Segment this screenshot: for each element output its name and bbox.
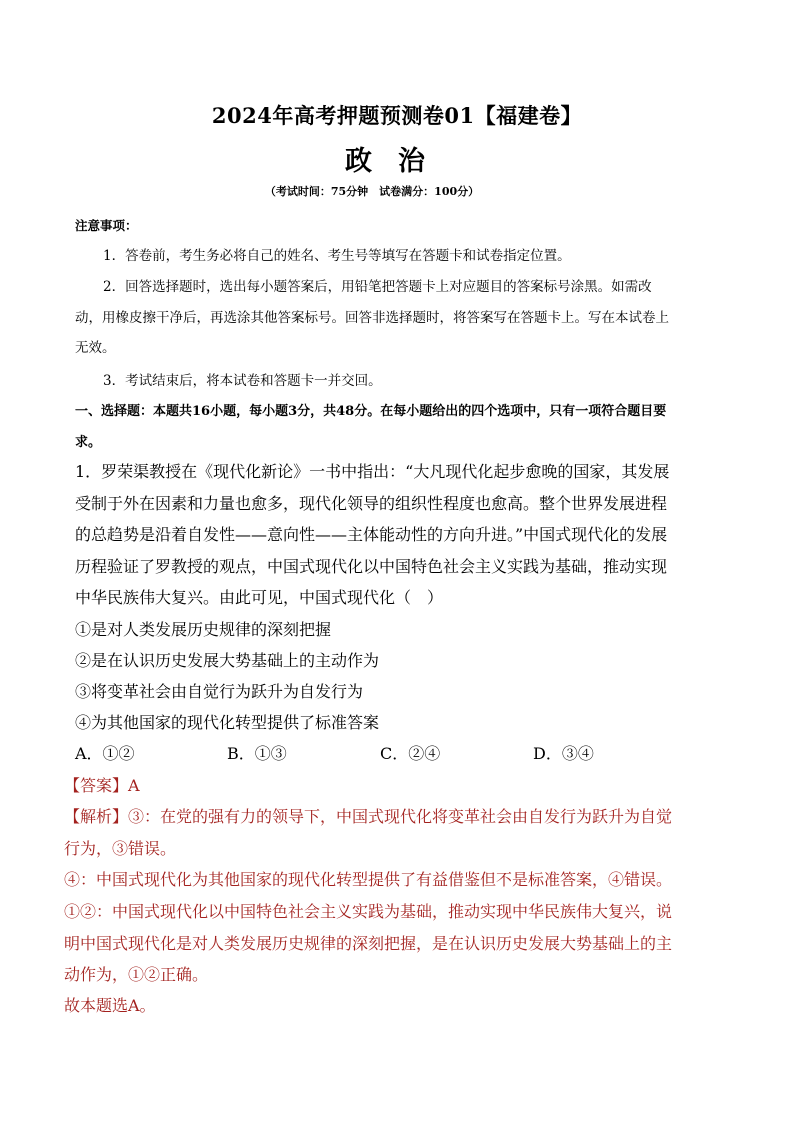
exam-title: 2024年高考押题预测卷01【福建卷】: [211, 103, 583, 128]
analysis-3: ①②：中国式现代化以中国特色社会主义实践为基础，推动实现中华民族伟大复兴，说明中国式现代化是对人类发展历史规律的深刻把握，是在认识历史发展大势基础上的主动作为，①②正确。: [64, 902, 673, 984]
answer-line: 【答案】A: [64, 776, 140, 795]
notice-item-1: 1．答卷前，考生务必将自己的姓名、考生号等填写在答题卡和试卷指定位置。: [103, 248, 571, 264]
question-stem: 1．罗荣渠教授在《现代化新论》一书中指出：“大凡现代化起步愈晚的国家，其发展受制于外在因素和力量也愈多，现代化领导的组织性程度也愈高。整个世界发展进程的总趋势是沿着自发性——意向性——主体能动性的方向升进。”中国式现代化的发展历程验证了罗教授的观点，中国式现代化以中国特色社会主义实践为基础，推动实现中华民族伟大复兴。由此可见，中国式现代化（ ）: [75, 462, 670, 607]
analysis-1: 【解析】③：在党的强有力的领导下，中国式现代化将变革社会由自发行为跃升为自觉行为，③错误。: [64, 807, 673, 858]
analysis-2: ④：中国式现代化为其他国家的现代化转型提供了有益借鉴但不是标准答案，④错误。: [64, 870, 673, 889]
choice-d: D．③④: [533, 744, 594, 763]
section-heading: 一、选择题：本题共16小题，每小题3分，共48分。在每小题给出的四个选项中，只有一项符合题目要求。: [75, 404, 667, 450]
choice-b: B．①③: [227, 744, 287, 763]
statement-2: ②是在认识历史发展大势基础上的主动作为: [75, 651, 380, 670]
statement-1: ①是对人类发展历史规律的深刻把握: [75, 620, 332, 639]
choice-a: A．①②: [75, 744, 135, 763]
notice-item-3: 3．考试结束后，将本试卷和答题卡一并交回。: [103, 373, 382, 389]
subject-title: 政治: [345, 146, 451, 177]
statement-4: ④为其他国家的现代化转型提供了标准答案: [75, 713, 380, 732]
exam-info: （考试时间：75分钟 试卷满分：100分）: [264, 185, 480, 198]
notice-title: 注意事项：: [75, 218, 138, 233]
statement-3: ③将变革社会由自觉行为跃升为自发行为: [75, 682, 364, 701]
notice-item-2: 2．回答选择题时，选出每小题答案后，用铅笔把答题卡上对应题目的答案标号涂黑。如需改动，用橡皮擦干净后，再选涂其他答案标号。回答非选择题时，将答案写在答题卡上。写在本试卷上无效。: [75, 279, 669, 356]
analysis-4: 故本题选A。: [64, 996, 156, 1015]
choice-c: C．②④: [380, 744, 441, 763]
